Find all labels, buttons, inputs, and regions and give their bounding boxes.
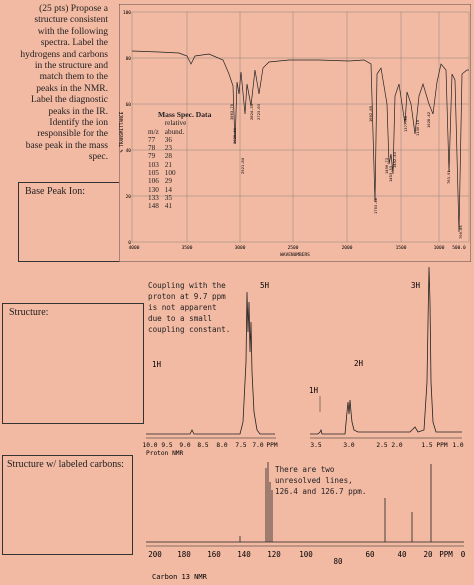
proton-axis-tick: 9.0 (179, 442, 191, 449)
base-peak-box[interactable] (18, 182, 128, 262)
table-row: 148 41 (148, 202, 172, 211)
carbon-axis-tick: 20 (423, 550, 433, 559)
base-peak-label: Base Peak Ion: (25, 186, 85, 197)
carbon-axis-tick: 160 (207, 550, 221, 559)
proton-axis-tick: 10.0 (142, 442, 158, 449)
ir-peak-label: 3063.70 (229, 103, 234, 120)
proton-peak-label: 5H (260, 281, 270, 290)
ir-peak-label: 1496.73 (384, 157, 389, 174)
table-row: 133 35 (148, 193, 172, 202)
ir-peak-label: 1130.15 (415, 119, 420, 136)
ir-peak-label: 1377.35 (403, 115, 408, 132)
proton-axis-tick: 7.0 (252, 442, 264, 449)
ir-xlabel: WAVENUMBERS (280, 253, 310, 258)
proton-axis-tick: 2.5 (376, 442, 388, 449)
ir-peak-label: 700.85 (458, 225, 463, 239)
table-row: 103 21 (148, 160, 172, 169)
ir-peak-label: 763.91 (446, 170, 451, 184)
ir-ytick: 0 (128, 241, 131, 246)
ir-xtick: 3500 (181, 246, 193, 251)
carbon-nmr-peaks (146, 462, 464, 542)
ir-xtick: 1500 (395, 246, 407, 251)
proton-nmr-axis-labels-left (143, 442, 278, 449)
ir-peak-label: 1703.48 (373, 197, 378, 214)
ir-xtick: 3000 (234, 246, 246, 251)
mass-spec-grid (148, 119, 192, 210)
mass-spec-col2-line2: abund. (164, 127, 185, 136)
ir-peak-label: 2824.31 (249, 103, 254, 120)
proton-nmr-trace-left (146, 292, 275, 434)
structure-label: Structure: (9, 307, 49, 318)
carbon-nmr-axis-labels (148, 550, 466, 566)
proton-axis-tick: 7.5 (235, 442, 247, 449)
table-row: 105 100 (148, 169, 176, 178)
carbon-axis-tick: 120 (267, 550, 281, 559)
ir-peak-label: 2723.63 (256, 103, 261, 120)
ir-ytick: 40 (125, 149, 131, 154)
mass-spec-title: Mass Spec. Data (158, 110, 212, 119)
carbon-nmr-note: There are two unresolved lines, 126.4 and 126.7 ppm. (275, 465, 367, 496)
mass-spec-col1: m/z (148, 127, 159, 136)
proton-axis-tick: 1.5 (421, 442, 433, 449)
proton-axis-tick: 3.5 (310, 442, 322, 449)
proton-peak-label: 1H (309, 386, 319, 395)
proton-nmr-label: Proton NMR (146, 450, 184, 456)
ir-peak-label: 1453.33 (388, 165, 393, 182)
proton-axis-tick: 2.0 (391, 442, 403, 449)
proton-axis-tick: PPM (266, 442, 278, 449)
ir-xtick: 1000 (433, 246, 445, 251)
table-row: 78 23 (148, 144, 172, 153)
proton-axis-tick: 8.5 (197, 442, 209, 449)
proton-nmr-axis-labels-right (310, 442, 463, 449)
proton-axis-tick: 8.0 (216, 442, 228, 449)
carbon-axis-tick: 200 (148, 550, 162, 559)
ir-xtick: 2500 (287, 246, 299, 251)
carbon-axis-tick: 180 (177, 550, 191, 559)
table-row: 130 14 (148, 185, 172, 194)
proton-nmr-note: Coupling with the proton at 9.7 ppm is not apparent due to a small coupling constant. (148, 281, 231, 334)
carbon-nmr-spectrum (140, 456, 474, 585)
proton-axis-tick: 3.0 (343, 442, 355, 449)
ir-peak-label: 2921.84 (240, 157, 245, 174)
carbon-nmr-label: Carbon 13 NMR (152, 573, 207, 581)
carbon-axis-tick: 0 (460, 550, 466, 559)
mass-spec-table (148, 111, 211, 211)
table-row: 106 29 (148, 177, 172, 186)
question-text: (25 pts) Propose a structure consistent with the following spectra. Label the hydrogens and carbons in the structure and match them to the peaks in the NMR. Label the diagnostic peaks in the IR. Identify the ion responsible for the base peak in the mass spec. (20, 4, 108, 163)
carbon-axis-tick: 100 (299, 550, 313, 559)
carbon-axis-tick: 140 (237, 550, 251, 559)
proton-nmr-trace-right (310, 267, 462, 434)
ir-peak-label: 1028.42 (426, 111, 431, 128)
ir-ytick: 80 (125, 57, 131, 62)
ir-ytick: 100 (122, 11, 131, 16)
ir-peak-label: 1452.43 (392, 151, 397, 168)
ir-xtick: 4000 (128, 246, 140, 251)
carbon-axis-tick: 40 (397, 550, 407, 559)
carbon-axis-tick: 80 (333, 557, 343, 566)
mass-spec-col2-line1: relative (164, 119, 187, 128)
ir-ylabel: % TRANSMITTANCE (120, 111, 125, 153)
proton-axis-tick: PPM (436, 442, 448, 449)
proton-peak-label: 2H (354, 359, 364, 368)
proton-peak-label: 3H (411, 281, 421, 290)
proton-nmr-peak-labels (152, 281, 421, 395)
structure-box[interactable] (2, 303, 144, 424)
proton-axis-tick: 1.0 (452, 442, 464, 449)
ir-peak-label: 3028.41 (232, 127, 237, 144)
structure-carbons-label: Structure w/ labeled carbons: (7, 459, 124, 470)
structure-carbons-box[interactable] (2, 455, 133, 555)
carbon-axis-tick: 60 (365, 550, 375, 559)
ir-ytick: 60 (125, 103, 131, 108)
table-row: 79 28 (148, 152, 172, 161)
carbon-axis-tick: PPM (439, 550, 453, 559)
ir-xtick: 2000 (341, 246, 353, 251)
proton-axis-tick: 9.5 (161, 442, 173, 449)
ir-xtick: 500.0 (452, 246, 466, 251)
proton-peak-label: 1H (152, 360, 162, 369)
ir-peak-label: 1602.85 (368, 105, 373, 122)
table-row: 77 36 (148, 135, 172, 144)
ir-ytick: 20 (125, 195, 131, 200)
proton-nmr-spectrum (140, 262, 474, 456)
